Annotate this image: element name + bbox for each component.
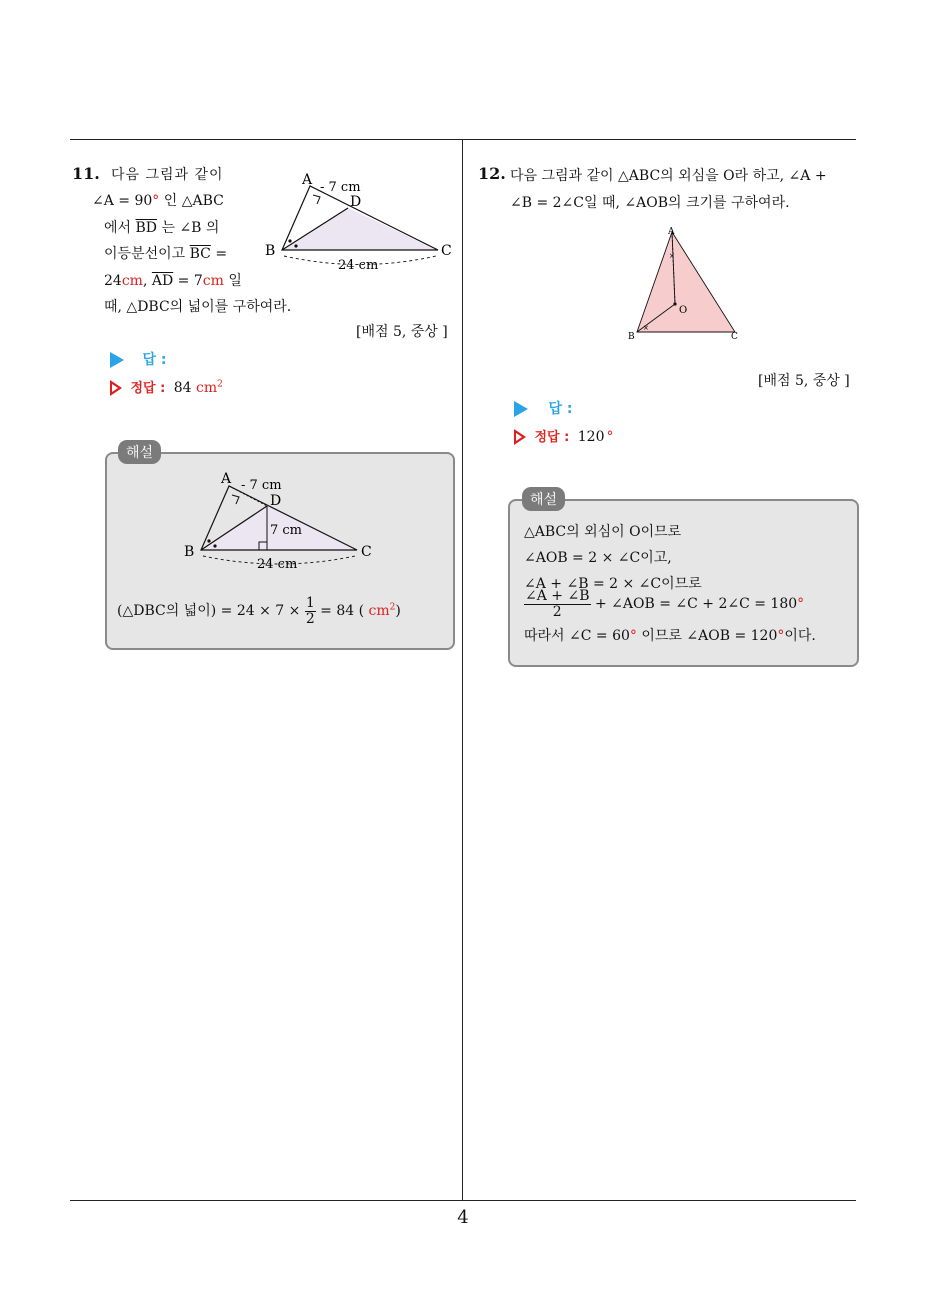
segment-label-ad: - 7 cm [320,180,361,195]
vertex-label-c: C [441,243,452,259]
solution-box [105,452,455,650]
play-triangle-icon [110,352,124,368]
score-label: [배점 5, 중상 ] [758,373,850,389]
score-label: [배점 5, 중상 ] [356,324,448,340]
circumcenter-figure [625,224,745,344]
question-text-line: 이등분선이고 $\overline{BC}$ = [104,246,228,262]
question-text-line: 24cm, $\overline{AD} = 7cm$ 일 [104,273,242,289]
answer-label: 답 : [548,401,573,417]
solution-equation: (△DBC의 넓이) = 24 × 7 × $\frac{1}{2}$ = 84 ( $cm^2$) [117,595,401,627]
correct-answer-row [514,426,613,445]
answer-label: 답 : [142,352,167,368]
page-number: 4 [457,1207,469,1228]
correct-answer-value: 84 [173,380,192,396]
vertex-label-b: B [184,544,195,560]
solution-tag: 해설 [522,487,565,511]
solution-tag: 해설 [118,440,161,464]
vertex-label-a: A [668,227,675,237]
bottom-rule [70,1200,856,1201]
segment-label-ad: - 7 cm [241,478,282,493]
question-number: 11. [72,164,100,183]
correct-answer-label: 정답 : [534,430,570,445]
vertex-label-a: A [302,172,313,188]
correct-answer-value: 120 [577,429,605,445]
question-text-line: 에서 $\overline{BD}$ 는 ∠B 의 [104,220,220,236]
column-divider [462,139,463,1201]
angle-mark: × [643,324,649,332]
vertex-label-a: A [221,471,232,487]
question-text-line: ∠A = 90° 인 △ABC [92,193,224,209]
degree-sign: ° [606,429,614,445]
correct-answer-unit: cm [196,380,218,396]
outline-triangle-icon [514,429,526,445]
vertex-label-d: D [350,194,362,210]
segment-label-bc: 24 cm [338,258,379,273]
answer-row [110,349,166,369]
question-text-line: ∠B = 2∠C일 때, ∠AOB의 크기를 구하여라. [510,195,790,211]
solution-equation: $\frac{\angle A + \angle B}{2}$ + ∠AOB = ∠C + 2∠C = 180° [525,588,805,620]
question-text-line: 다음 그림과 같이 [111,167,224,183]
question-number: 12. [478,164,506,183]
correct-answer-exponent: 2 [217,379,223,390]
solution-box [508,499,859,667]
answer-row [514,398,572,418]
outline-triangle-icon [110,380,122,396]
solution-line: ∠A + ∠B = 2 × ∠C이므로 [524,576,702,592]
play-triangle-icon [514,401,528,417]
segment-label-dh: 7 cm [270,523,303,538]
vertex-label-c: C [731,332,738,342]
center-label-o: O [679,305,688,316]
angle-mark: × [669,252,675,260]
vertex-label-c: C [361,544,372,560]
question-text-line: 다음 그림과 같이 △ABC의 외심을 O라 하고, ∠A + [510,168,827,184]
top-rule [70,139,856,140]
question-text-line: 때, △DBC의 넓이를 구하여라. [104,299,292,315]
correct-answer-label: 정답 : [130,381,166,396]
solution-figure [179,468,389,578]
solution-line: ∠AOB = 2 × ∠C이고, [524,550,672,566]
solution-line: 따라서 ∠C = 60° 이므로 ∠AOB = 120°이다. [524,628,816,644]
vertex-label-d: D [270,493,282,509]
vertex-label-b: B [628,332,635,342]
vertex-label-b: B [265,243,276,259]
correct-answer-row [110,377,223,396]
triangle-figure [262,168,458,278]
solution-line: △ABC의 외심이 O이므로 [524,524,682,540]
segment-label-bc: 24 cm [257,557,298,572]
